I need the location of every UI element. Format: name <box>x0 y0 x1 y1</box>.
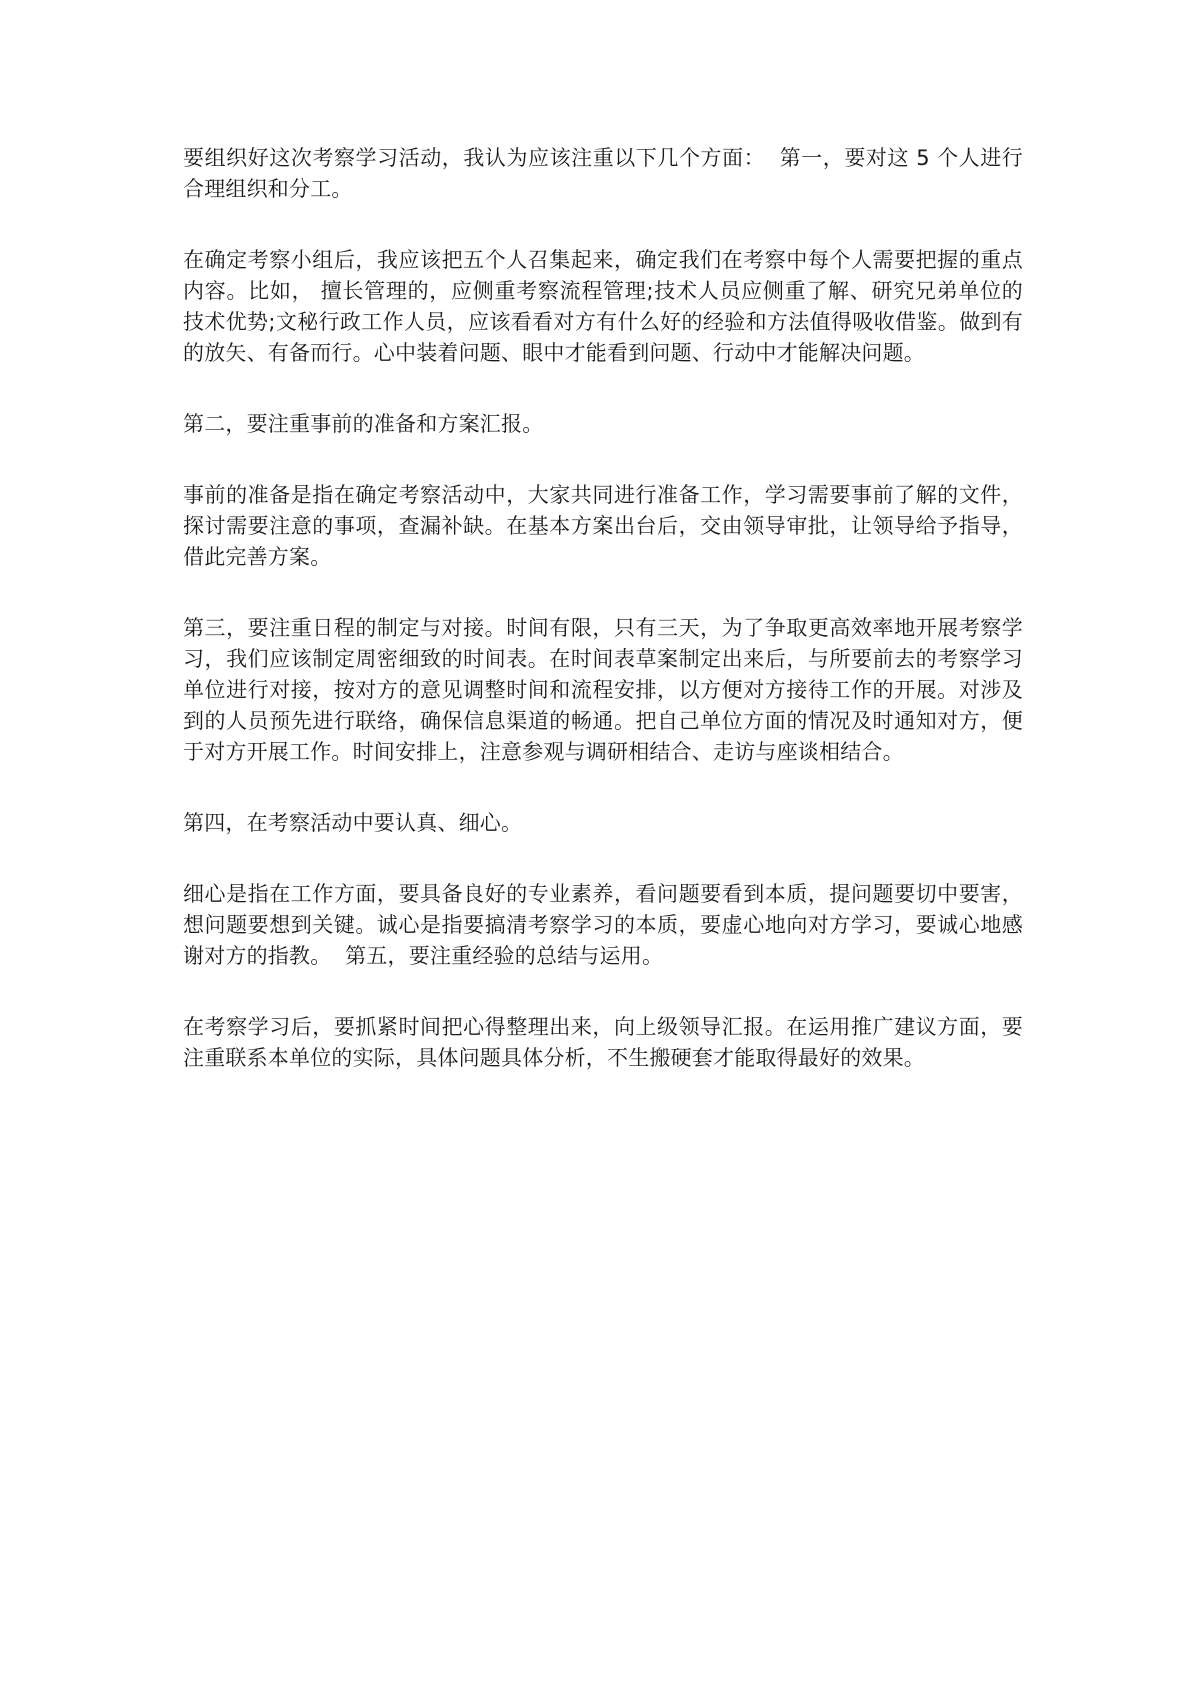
document-body <box>183 143 1023 1114</box>
paragraph-summary: 在考察学习后，要抓紧时间把心得整理出来，向上级领导汇报。在运用推广建议方面，要注重联系本单位的实际，具体问题具体分析，不生搬硬套才能取得最好的效果。 <box>183 1015 1023 1070</box>
paragraph-intro: 要组织好这次考察学习活动，我认为应该注重以下几个方面： 第一，要对这 5 个人进行合理组织和分工。 <box>183 146 1023 201</box>
paragraph-point-two-heading: 第二，要注重事前的准备和方案汇报。 <box>183 412 544 436</box>
paragraph-preparation: 事前的准备是指在确定考察活动中，大家共同进行准备工作，学习需要事前了解的文件，探讨需要注意的事项，查漏补缺。在基本方案出台后，交由领导审批，让领导给予指导，借此完善方案。 <box>183 483 1023 569</box>
paragraph-grouping: 在确定考察小组后，我应该把五个人召集起来，确定我们在考察中每个人需要把握的重点内容。比如， 擅长管理的，应侧重考察流程管理;技术人员应侧重了解、研究兄弟单位的技术优势;文秘行政工作人员，应该看看对方有什么好的经验和方法值得吸收借鉴。做到有的放矢、有备而行。心中装着问题、眼中才能看到问题、行动中才能解决问题。 <box>183 248 1023 365</box>
paragraph-point-three: 第三，要注重日程的制定与对接。时间有限，只有三天，为了争取更高效率地开展考察学习，我们应该制定周密细致的时间表。在时间表草案制定出来后，与所要前去的考察学习单位进行对接，按对方的意见调整时间和流程安排，以方便对方接待工作的开展。对涉及到的人员预先进行联络，确保信息渠道的畅通。把自己单位方面的情况及时通知对方，便于对方开展工作。时间安排上，注意参观与调研相结合、走访与座谈相结合。 <box>183 616 1023 764</box>
paragraph-carefulness: 细心是指在工作方面，要具备良好的专业素养，看问题要看到本质，提问题要切中要害，想问题要想到关键。诚心是指要搞清考察学习的本质，要虚心地向对方学习，要诚心地感谢对方的指教。 第五，要注重经验的总结与运用。 <box>183 882 1023 968</box>
paragraph-point-four-heading: 第四，在考察活动中要认真、细心。 <box>183 811 523 835</box>
